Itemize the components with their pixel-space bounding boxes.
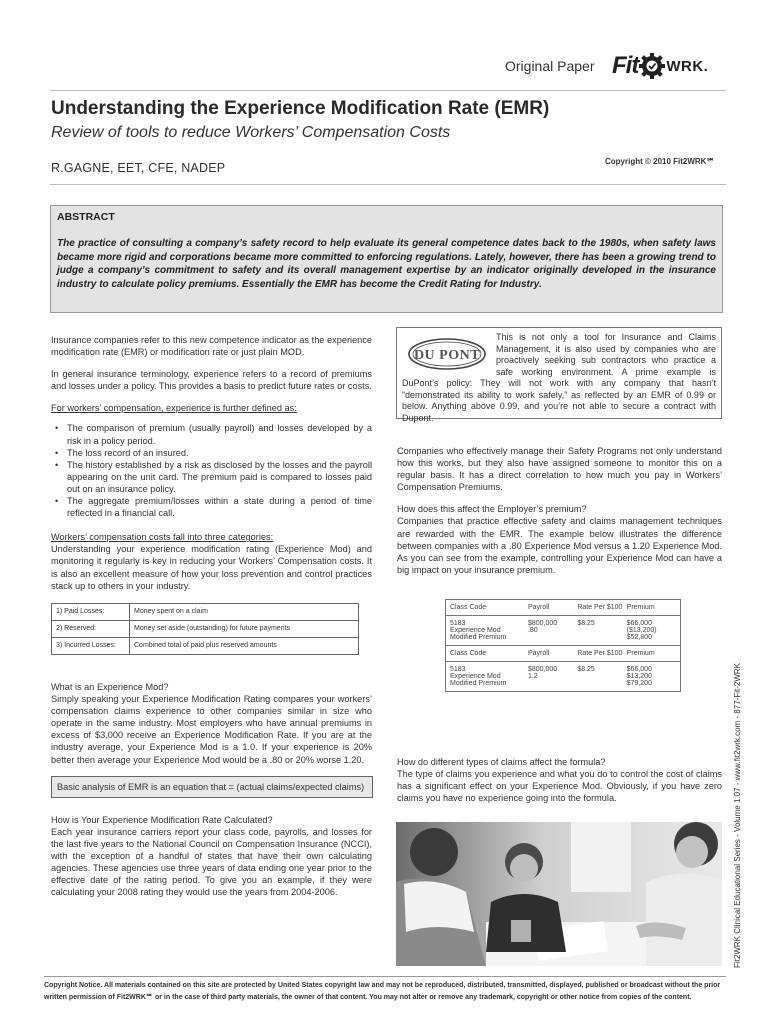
page-title: Understanding the Experience Modification Rate (EMR)	[51, 98, 550, 119]
experience-mod-heading: What is an Experience Mod?	[51, 681, 169, 692]
workplace-photo	[396, 822, 722, 966]
safety-programs-paragraph: Companies who effectively manage their Safety Programs not only understand how this works, but they also have assigned someone to monitor this on a regular basis. It has a direct correlation to how much you pay in Workers’ Compensation Premiums.	[397, 446, 722, 493]
footer-rule	[44, 976, 726, 977]
dupont-oval-icon	[407, 337, 487, 371]
column-header: Rate Per $100	[577, 604, 623, 611]
column-header: Class Code	[450, 604, 487, 611]
claims-section	[397, 756, 722, 804]
experience-definition-list	[51, 422, 372, 519]
table-cell: 5183	[450, 666, 466, 673]
column-header: Payroll	[527, 604, 550, 611]
authors: R.GAGNE, EET, CFE, NADEP	[51, 161, 226, 175]
column-header: Premium	[626, 650, 655, 657]
logo-fit-text: Fit	[612, 52, 639, 79]
table-cell: Modified Premium	[450, 680, 507, 687]
header-rule	[50, 90, 726, 91]
table-cell: 5183	[450, 620, 466, 627]
dupont-logo-text: DU PONT	[413, 348, 481, 363]
column-header: Class Code	[450, 650, 487, 657]
table-cell: Modified Premium	[450, 634, 507, 641]
table-cell: Money set aside (outstanding) for future payments	[130, 620, 359, 637]
list-item: • The history established by a risk as disclosed by the losses and the payroll appearing on the unit card. The premium paid is compared to losses paid out on an insurance policy.	[51, 459, 372, 495]
intro-paragraph: Insurance companies refer to this new competence indicator as the experience modification rate (EMR) or modification rate or just plain MOD.	[51, 335, 372, 358]
right-column	[397, 445, 722, 576]
table-cell: $8.25	[577, 666, 595, 673]
column-header: Payroll	[527, 650, 550, 657]
claims-heading: How do different types of claims affect the formula?	[397, 757, 606, 767]
calculation-paragraph: Each year insurance carriers report your class code, payrolls, and losses for the last five years to the National Council on Compensation Insurance (NCCI), with the exception of a handful of states that have their own calculating agencies. These agencies use three years of data ending one year prior to the effective date of the rating period. To give you an example, if they were calculating your 2008 rating they would use the years from 2004-2006.	[51, 826, 372, 898]
abstract-text: The practice of consulting a company’s safety record to help evaluate its general competence dates back to the 1980s, when safety laws became more rigid and corporations became more committed to enforcing regulations. Lately, however, there has been a growing trend to judge a company’s commitment to safety and its overall management expertise by an indicator originally developed in the insurance industry to calculate policy premiums. Essentially the EMR has become the Credit Rating for Industry.	[57, 238, 716, 290]
table-cell: $800,000	[527, 620, 558, 627]
dupont-logo	[406, 336, 488, 372]
table-cell: $800,000	[527, 666, 558, 673]
copyright-notice: Copyright © 2010 Fit2WRK℠	[605, 157, 715, 166]
table-cell: ($13,200)	[626, 627, 657, 634]
authors-rule	[50, 184, 726, 185]
abstract-box	[50, 205, 723, 313]
list-item: • The aggregate premium/losses within a state during a period of time reflected in a financial call.	[51, 495, 372, 519]
table-cell: 1.2	[527, 673, 538, 680]
experience-mod-paragraph: Simply speaking your Experience Modification Rating compares your workers’ compensation claims experience to other companies similar in size who operate in the same industry. Most employers who have annual premiums in excess of $3,000 receive an Experience Modification Rate. If you are at the industry average, your Experience Mod is a 1.0. If your experience is 20% better then average your Experience Mod would be a .80 or 20% worse 1.20.	[51, 694, 372, 765]
table-row	[446, 661, 680, 691]
experience-definition-heading: For workers’ compensation, experience is further defined as:	[51, 403, 297, 414]
table-row	[52, 620, 359, 637]
original-paper-label: Original Paper	[505, 58, 595, 74]
table-cell: 3) Incurred Losses:	[52, 637, 130, 654]
list-item: • The comparison of premium (usually payroll) and losses developed by a risk in a policy period.	[51, 422, 372, 446]
column-header: Rate Per $100	[577, 650, 623, 657]
table-row	[52, 637, 359, 654]
table-cell: Experience Mod	[450, 673, 501, 680]
table-cell: $52,800	[626, 634, 652, 641]
abstract-heading: ABSTRACT	[57, 211, 115, 223]
equation-box: Basic analysis of EMR is an equation that = (actual claims/expected claims)	[51, 776, 373, 798]
table-cell: $13,200	[626, 673, 652, 680]
table-cell: Money spent on a claim	[130, 603, 359, 620]
copyright-footer: Copyright Notice. All materials contained on this site are protected by United States copyright law and may not be reproduced, distributed, transmitted, displayed, published or broadcast without the prior written permission of Fit2WRK℠ or in the case of third party materials, the owner of that content. You may not alter or remove any trademark, copyright or other notice from copies of the content.	[44, 982, 721, 1001]
table-row	[446, 615, 680, 642]
left-column	[51, 334, 372, 898]
table-cell: 1) Paid Losses:	[52, 603, 130, 620]
categories-heading: Workers’ compensation costs fall into three categories:	[51, 532, 274, 543]
dupont-callout	[396, 327, 722, 423]
dupont-text: This is not only a tool for Insurance and Claims Management, it is also used by companies who are proactively seeking sub contractors who practice a safe working environment. A prime example is DuPont’s policy: They will not work with any company that hasn’t “demonstrated its ability to work safely,” as reflected by an EMR of 0.99 or below. Anything above 0.99, and you’re not able to secure a contract with Dupont.	[402, 332, 716, 423]
table-cell: $8.25	[577, 620, 595, 627]
header	[0, 46, 768, 86]
loss-categories-table	[51, 603, 359, 655]
column-header: Premium	[626, 604, 655, 611]
table-cell: $66,000	[626, 620, 652, 627]
fit2wrk-logo	[612, 50, 708, 82]
premium-heading: How does this affect the Employer’s premium?	[397, 504, 587, 515]
side-series-text: Fit2WRK Clinical Educational Series - Volume 1.07 - www.fit2wrk.com - 877-Fit-2WRK	[733, 663, 742, 968]
table-cell: Combined total of paid plus reserved amounts	[130, 637, 359, 654]
table-header-row	[446, 600, 680, 615]
table-cell: 2) Reserved:	[52, 620, 130, 637]
table-cell: Experience Mod	[450, 627, 501, 634]
logo-tm: .	[703, 57, 709, 75]
calculation-heading: How is Your Experience Modification Rate Calculated?	[51, 814, 273, 825]
list-item: • The loss record of an insured.	[51, 447, 372, 459]
categories-paragraph: Understanding your experience modification rating (Experience Mod) and monitoring it regularly is key in reducing your Workers’ Compensation costs. It is also an excellent measure of how your loss prevention and control practices stack up to others in your industry.	[51, 544, 372, 591]
premium-example-table	[445, 599, 681, 692]
meeting-photo-image	[396, 822, 722, 966]
premium-paragraph: Companies that practice effective safety and claims management techniques are rewarded with the EMR. The example below illustrates the difference between companies with a .80 Experience Mod versus a 1.20 Experience Mod. As you can see from the example, controlling your Experience Mod can have a big impact on your insurance premium.	[397, 516, 722, 575]
claims-paragraph: The type of claims you experience and what you do to control the cost of claims has a significant effect on your Experience Mod. Obviously, if you have zero claims you have no experience going into the formula.	[397, 769, 722, 804]
table-cell: $79,200	[626, 680, 652, 687]
experience-paragraph: In general insurance terminology, experience refers to a record of premiums and losses under a policy. This provides a basis to predict future rates or costs.	[51, 369, 372, 392]
table-cell: $66,000	[626, 666, 652, 673]
table-header-row	[446, 645, 680, 661]
table-cell: .80	[527, 627, 538, 634]
page-subtitle: Review of tools to reduce Workers’ Compensation Costs	[51, 124, 451, 141]
gear-icon	[639, 53, 665, 79]
table-row	[52, 603, 359, 620]
logo-wrk-text: WRK	[666, 57, 704, 75]
